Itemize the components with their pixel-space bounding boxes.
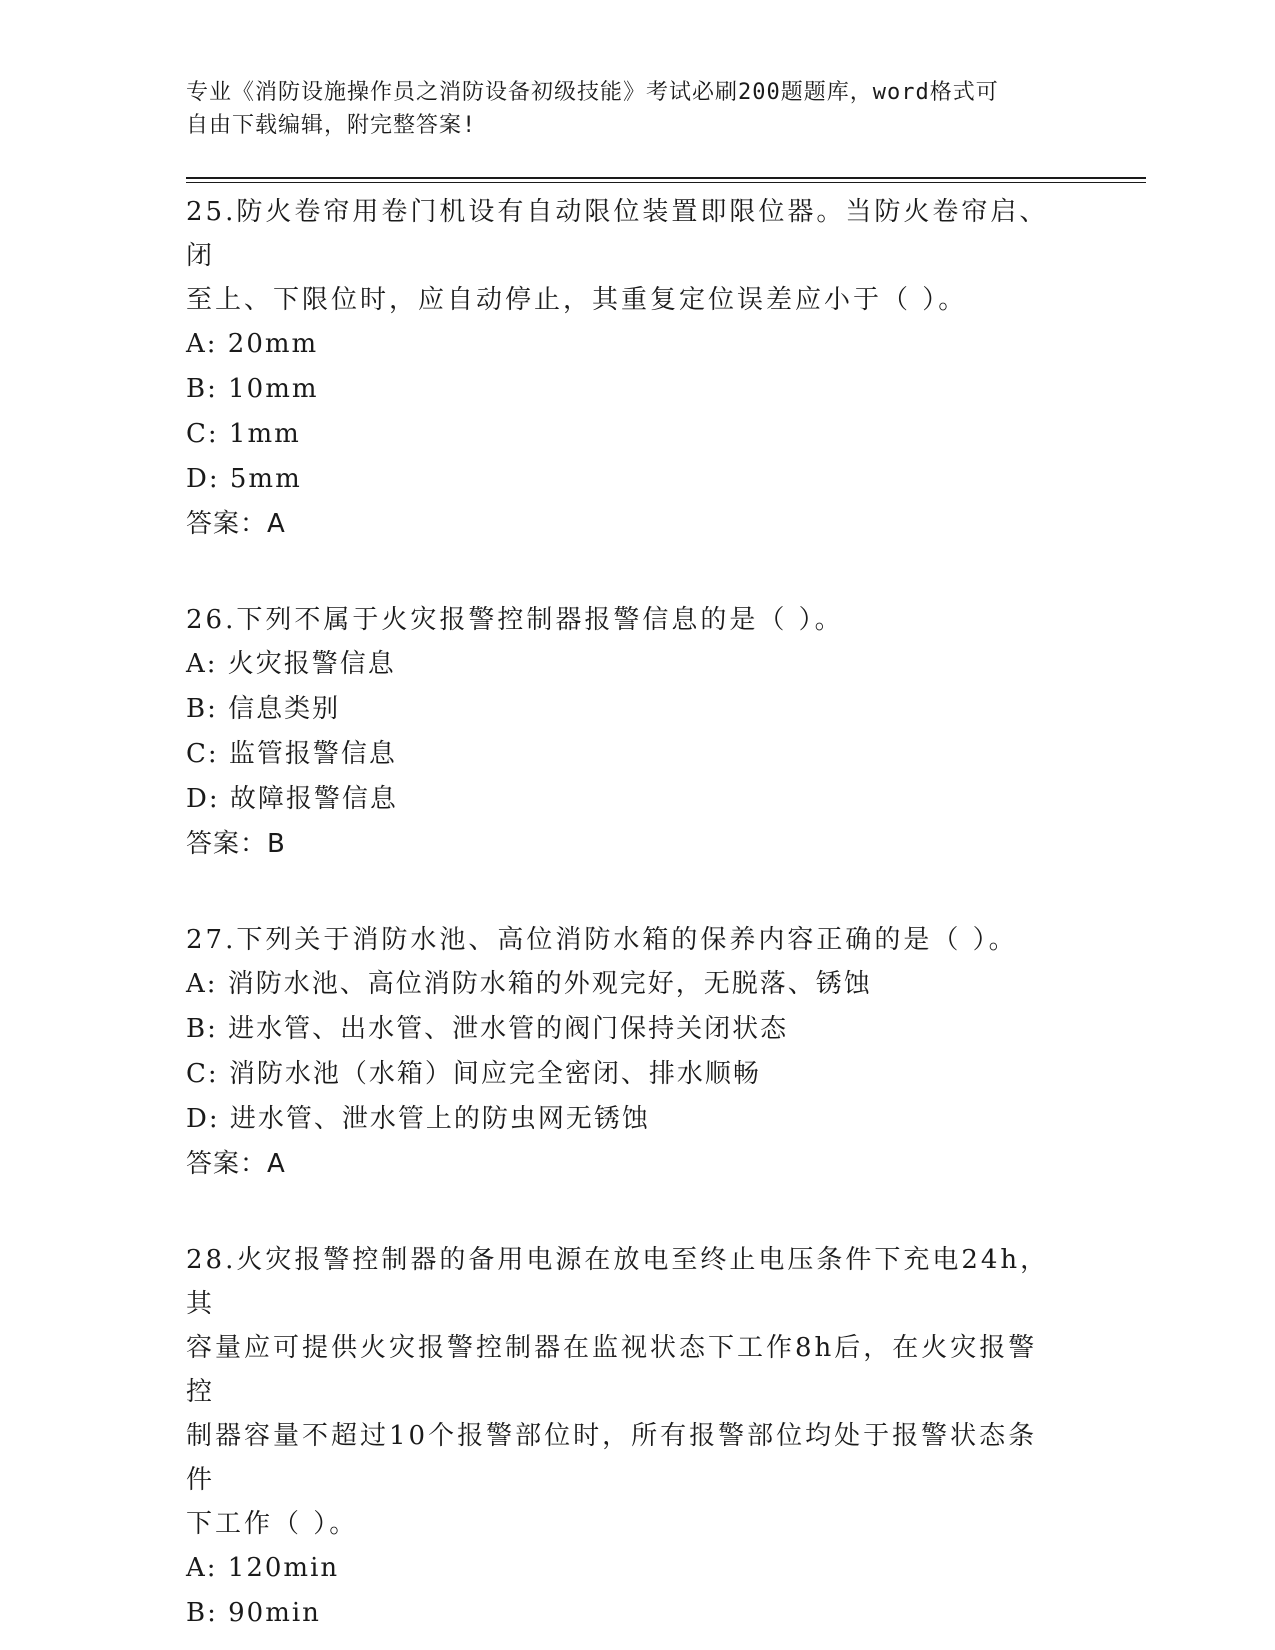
question-stem-line: 下工作（ ）。 — [186, 1509, 359, 1539]
question-stem-line: 26.下列不属于火灾报警控制器报警信息的是（ ）。 — [186, 605, 844, 635]
option-c: C: 消防水池（水箱）间应完全密闭、排水顺畅 — [186, 1059, 761, 1089]
option-a: A: 消防水池、高位消防水箱的外观完好，无脱落、锈蚀 — [186, 969, 872, 999]
question-28 — [186, 1238, 1066, 1636]
question-25 — [186, 190, 1066, 546]
option-a: A: 20mm — [186, 329, 319, 359]
header-line-2: 自由下载编辑，附完整答案! — [186, 113, 477, 138]
option-d: D: 5mm — [186, 464, 302, 494]
question-list — [186, 190, 1066, 1636]
answer-label: 答案：A — [186, 1149, 286, 1179]
answer-label: 答案：A — [186, 509, 286, 539]
question-stem-line: 25.防火卷帘用卷门机设有自动限位装置即限位器。当防火卷帘启、闭 — [186, 197, 1049, 271]
option-a: A: 120min — [186, 1553, 340, 1583]
question-27 — [186, 918, 1066, 1186]
header-line-1: 专业《消防设施操作员之消防设备初级技能》考试必刷200题题库，word格式可 — [186, 80, 999, 105]
option-c: C: 1mm — [186, 419, 301, 449]
option-b: B: 10mm — [186, 374, 319, 404]
option-b: B: 进水管、出水管、泄水管的阀门保持关闭状态 — [186, 1014, 789, 1044]
question-stem-line: 至上、下限位时，应自动停止，其重复定位误差应小于（ ）。 — [186, 285, 968, 315]
option-b: B: 90min — [186, 1598, 321, 1628]
option-a: A: 火灾报警信息 — [186, 649, 396, 679]
question-spacer — [186, 1186, 1066, 1238]
question-spacer — [186, 546, 1066, 598]
question-26 — [186, 598, 1066, 866]
header-divider-thin — [186, 182, 1146, 183]
question-stem-line: 27.下列关于消防水池、高位消防水箱的保养内容正确的是（ ）。 — [186, 925, 1018, 955]
document-header — [186, 76, 1066, 142]
question-spacer — [186, 866, 1066, 918]
question-stem-line: 28.火灾报警控制器的备用电源在放电至终止电压条件下充电24h，其 — [186, 1245, 1050, 1319]
option-c: C: 监管报警信息 — [186, 739, 397, 769]
answer-label: 答案：B — [186, 829, 286, 859]
question-stem-line: 容量应可提供火灾报警控制器在监视状态下工作8h后，在火灾报警控 — [186, 1333, 1038, 1407]
option-d: D: 故障报警信息 — [186, 784, 398, 814]
option-b: B: 信息类别 — [186, 694, 341, 724]
option-d: D: 进水管、泄水管上的防虫网无锈蚀 — [186, 1104, 650, 1134]
question-stem-line: 制器容量不超过10个报警部位时，所有报警部位均处于报警状态条件 — [186, 1421, 1038, 1495]
header-divider — [186, 177, 1146, 179]
